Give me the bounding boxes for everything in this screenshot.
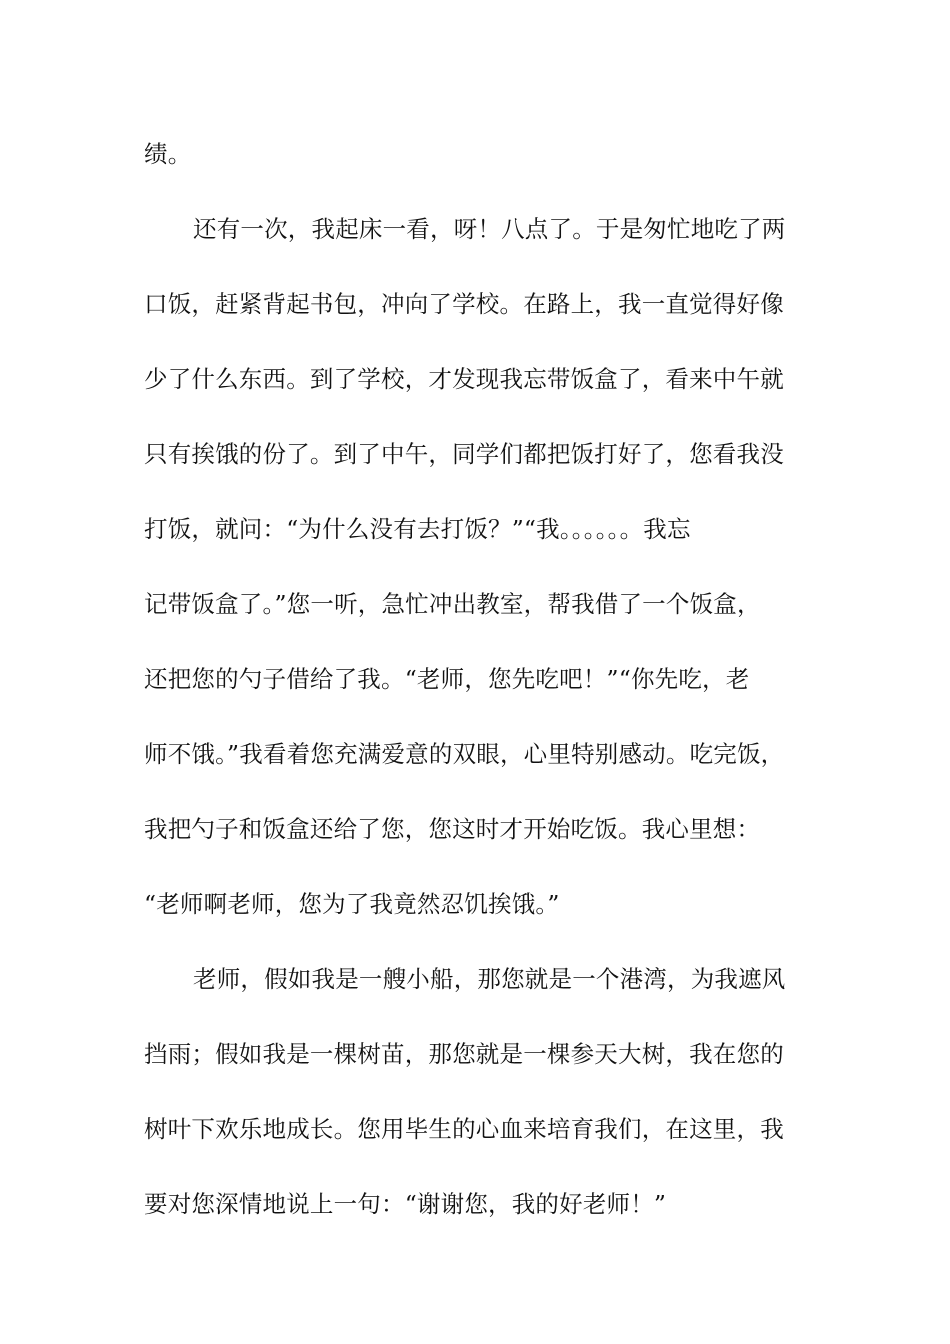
text-line: 师不饿。”我看着您充满爱意的双眼，心里特别感动。吃完饭， <box>144 740 785 768</box>
paragraph-continuation <box>144 132 824 207</box>
text-line: 树叶下欢乐地成长。您用毕生的心血来培育我们，在这里，我 <box>144 1115 784 1143</box>
text-line: 老师，假如我是一艘小船，那您就是一个港湾，为我遮风 <box>193 965 786 993</box>
text-line: “老师啊老师，您为了我竟然忍饥挨饿。” <box>144 890 560 918</box>
text-line: 还有一次，我起床一看，呀！八点了。于是匆忙地吃了两 <box>193 215 786 243</box>
text-line: 只有挨饿的份了。到了中午，同学们都把饭打好了，您看我没 <box>144 440 784 468</box>
paragraph-gratitude <box>144 957 824 1257</box>
text-line: 绩。 <box>144 140 192 168</box>
body-text <box>144 132 824 1257</box>
text-line: 要对您深情地说上一句：“谢谢您，我的好老师！” <box>144 1190 667 1218</box>
text-line: 还把您的勺子借给了我。“老师，您先吃吧！”“你先吃，老 <box>144 665 750 693</box>
text-line: 口饭，赶紧背起书包，冲向了学校。在路上，我一直觉得好像 <box>144 290 784 318</box>
text-line: 记带饭盒了。”您一听，急忙冲出教室，帮我借了一个饭盒， <box>144 590 761 618</box>
text-line: 挡雨；假如我是一棵树苗，那您就是一棵参天大树，我在您的 <box>144 1040 784 1068</box>
text-line: 我把勺子和饭盒还给了您，您这时才开始吃饭。我心里想： <box>144 815 761 843</box>
text-line: 打饭，就问：“为什么没有去打饭？”“我。。。。。。我忘 <box>144 515 691 543</box>
paragraph-lunchbox-story <box>144 207 824 957</box>
text-line: 少了什么东西。到了学校，才发现我忘带饭盒了，看来中午就 <box>144 365 784 393</box>
